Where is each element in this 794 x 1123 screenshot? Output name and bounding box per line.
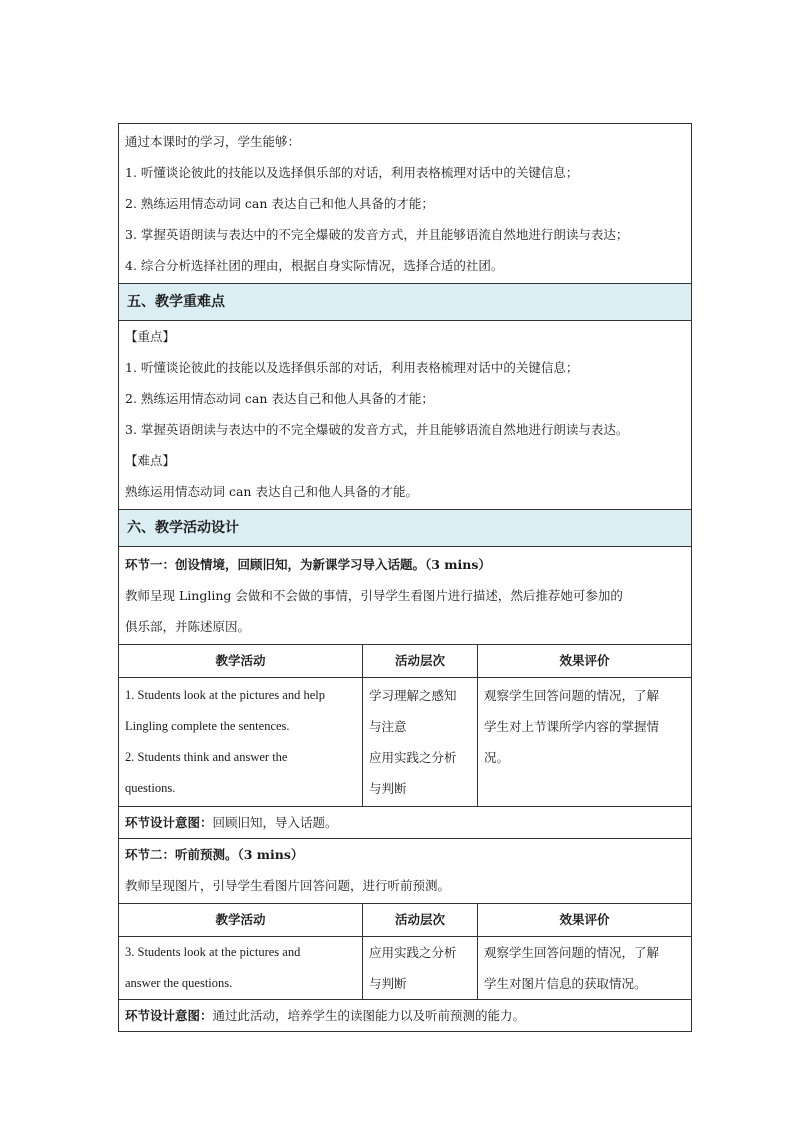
intent-label: 环节设计意图：	[125, 1008, 213, 1023]
step2-column-header-row	[119, 904, 692, 937]
column-header-level: 活动层次	[363, 645, 478, 678]
activity-line: questions.	[125, 781, 176, 795]
level-line: 应用实践之分析	[369, 750, 457, 765]
step2-desc-line: 教师呈现图片，引导学生看图片回答问题，进行听前预测。	[125, 878, 451, 893]
section5-header-row	[119, 284, 692, 321]
difficult-point-item: 熟练运用情态动词 can 表达自己和他人具备的才能。	[125, 484, 418, 499]
evaluation-line: 学生对上节课所学内容的掌握情	[484, 719, 660, 734]
section5-content-row	[119, 321, 692, 510]
level-line: 与判断	[369, 781, 407, 796]
key-point-item: 3. 掌握英语朗读与表达中的不完全爆破的发音方式，并且能够语流自然地进行朗读与表达。	[125, 422, 629, 437]
column-header-evaluation: 效果评价	[478, 904, 692, 937]
step1-intro	[119, 547, 692, 645]
objective-item: 2. 熟练运用情态动词 can 表达自己和他人具备的才能；	[125, 196, 434, 211]
activity-line: Lingling complete the sentences.	[125, 719, 290, 733]
section6-title: 六、教学活动设计	[119, 510, 692, 547]
objective-item: 3. 掌握英语朗读与表达中的不完全爆破的发音方式，并且能够语流自然地进行朗读与表达；	[125, 227, 629, 242]
step1-intro-row	[119, 547, 692, 645]
objective-item: 1. 听懂谈论彼此的技能以及选择俱乐部的对话，利用表格梳理对话中的关键信息；	[125, 165, 579, 180]
evaluation-line: 观察学生回答问题的情况，了解	[484, 688, 660, 703]
step1-desc-line: 俱乐部，并陈述原因。	[125, 619, 251, 634]
key-points-label: 【重点】	[125, 329, 176, 344]
level-line: 与注意	[369, 719, 407, 734]
objectives-intro: 通过本课时的学习，学生能够：	[125, 134, 301, 149]
evaluation-line: 况。	[484, 750, 510, 765]
step1-title: 环节一：创设情境，回顾旧知，为新课学习导入话题。（3 mins）	[125, 557, 491, 572]
intent-label: 环节设计意图：	[125, 815, 213, 830]
step1-desc-line: 教师呈现 Lingling 会做和不会做的事情，引导学生看图片进行描述，然后推荐她可参加的	[125, 588, 623, 603]
step2-intent	[119, 1000, 692, 1032]
column-header-evaluation: 效果评价	[478, 645, 692, 678]
section6-header-row	[119, 510, 692, 547]
evaluation-line: 观察学生回答问题的情况，了解	[484, 945, 660, 960]
section5-content	[119, 321, 692, 510]
step2-title: 环节二：听前预测。（3 mins）	[125, 847, 304, 862]
step2-evaluation-cell	[478, 937, 692, 1000]
activity-line: 3. Students look at the pictures and	[125, 945, 301, 959]
intent-text: 通过此活动，培养学生的读图能力以及听前预测的能力。	[212, 1008, 526, 1023]
activity-line: 1. Students look at the pictures and help	[125, 688, 325, 702]
activity-line: answer the questions.	[125, 976, 233, 990]
level-line: 应用实践之分析	[369, 945, 457, 960]
step2-intro-row	[119, 839, 692, 904]
step2-intent-row	[119, 1000, 692, 1032]
objective-item: 4. 综合分析选择社团的理由，根据自身实际情况，选择合适的社团。	[125, 258, 504, 273]
step1-intent	[119, 807, 692, 839]
step1-intent-row	[119, 807, 692, 839]
level-line: 与判断	[369, 976, 407, 991]
section5-title: 五、教学重难点	[119, 284, 692, 321]
objectives-cell	[119, 124, 692, 284]
step1-activity-cell	[119, 678, 363, 807]
evaluation-line: 学生对图片信息的获取情况。	[484, 976, 647, 991]
lesson-plan-table	[118, 123, 692, 1032]
key-point-item: 2. 熟练运用情态动词 can 表达自己和他人具备的才能；	[125, 391, 434, 406]
difficult-points-label: 【难点】	[125, 453, 176, 468]
objectives-row	[119, 124, 692, 284]
lesson-plan-page	[118, 123, 691, 1032]
step1-column-header-row	[119, 645, 692, 678]
step1-body-row	[119, 678, 692, 807]
step1-evaluation-cell	[478, 678, 692, 807]
key-point-item: 1. 听懂谈论彼此的技能以及选择俱乐部的对话，利用表格梳理对话中的关键信息；	[125, 360, 579, 375]
column-header-level: 活动层次	[363, 904, 478, 937]
step2-level-cell	[363, 937, 478, 1000]
step2-activity-cell	[119, 937, 363, 1000]
column-header-activity: 教学活动	[119, 645, 363, 678]
level-line: 学习理解之感知	[369, 688, 457, 703]
step2-intro	[119, 839, 692, 904]
step1-level-cell	[363, 678, 478, 807]
intent-text: 回顾旧知，导入话题。	[212, 815, 338, 830]
activity-line: 2. Students think and answer the	[125, 750, 288, 764]
step2-body-row	[119, 937, 692, 1000]
column-header-activity: 教学活动	[119, 904, 363, 937]
